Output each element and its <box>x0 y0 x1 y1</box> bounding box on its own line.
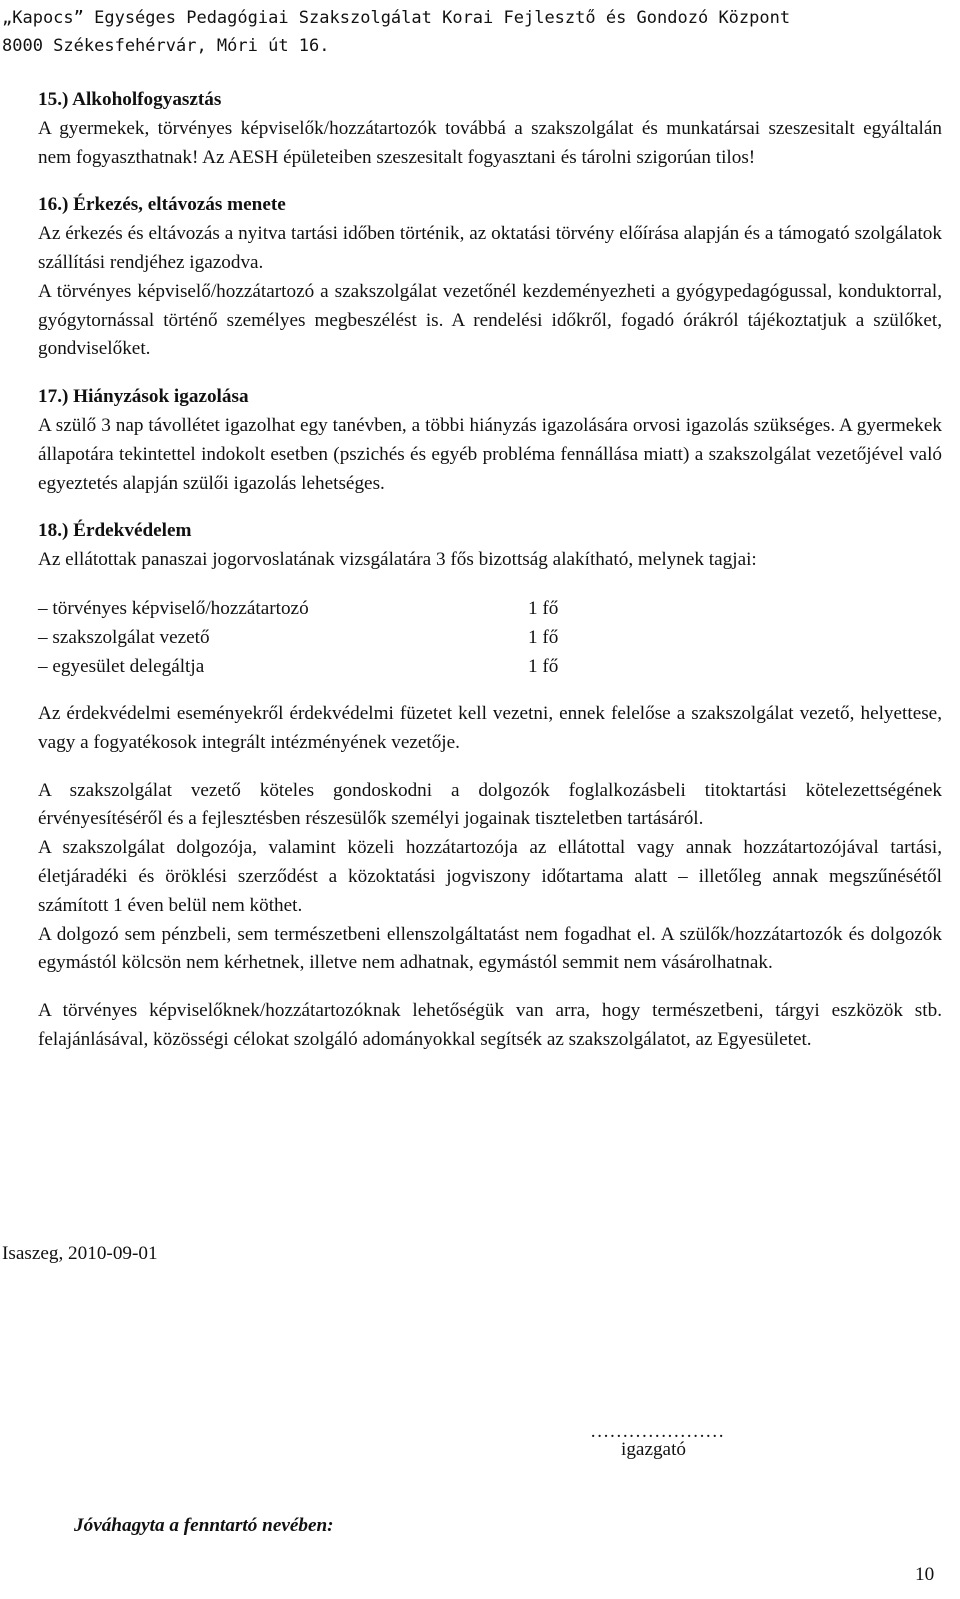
list-item <box>38 623 942 652</box>
section-16-paragraph-1: Az érkezés és eltávozás a nyitva tartási időben történik, az oktatási törvény előírása alapján és a támogató szolgálatok szállítási rendjéhez igazodva. <box>38 223 942 273</box>
member-role: – szakszolgálat vezető <box>38 626 210 648</box>
approval-label: Jóváhagyta a fenntartó nevében: <box>74 1515 334 1536</box>
section-17-paragraph: A szülő 3 nap távollétet igazolhat egy tanévben, a többi hiányzás igazolására orvosi igazolás szükséges. A gyermekek állapotára tekintettel indokolt esetben (pszichés és egyéb probléma fennállása miatt) a szakszolgálat vezetőjével való egyeztetés alapján szülői igazolás lehetséges. <box>38 414 942 494</box>
section-18-title <box>38 517 942 546</box>
section-18-intro: Az ellátottak panaszai jogorvoslatának vizsgálatára 3 fős bizottság alakítható, melynek tagjai: <box>38 549 757 571</box>
member-count: 1 fő <box>528 655 559 677</box>
letterhead-address: 8000 Székesfehérvár, Móri út 16. <box>2 36 330 56</box>
page-number: 10 <box>915 1564 935 1585</box>
section-16-title: 16.) Érkezés, eltávozás menete <box>38 194 286 216</box>
document-body <box>38 86 942 1055</box>
list-item <box>38 594 942 623</box>
section-18-duty-paragraph: A szakszolgálat vezető köteles gondoskodni a dolgozók foglalkozásbeli titoktartási kötelezettségének érvényesítéséről és a fejlesztésben részesülők személyi jogainak tiszteletben tartásáról. <box>38 779 942 830</box>
section-15-title: 15.) Alkoholfogyasztás <box>38 89 222 110</box>
section-18-donation-paragraph: A törvényes képviselőknek/hozzátartozóknak lehetőségük van arra, hogy természetbeni, tárgyi eszközök stb. felajánlásával, közösségi célokat szolgáló adományokkal segítsék az szakszolgálatot, az Egyesületet. <box>38 1000 942 1050</box>
member-role: – törvényes képviselő/hozzátartozó <box>38 597 309 619</box>
member-count: 1 fő <box>528 626 559 648</box>
section-17-title <box>38 383 942 412</box>
section-18-contract-paragraph: A szakszolgálat dolgozója, valamint közeli hozzátartozója az ellátottal vagy annak hozzátartozójával tartási, életjáradéki és öröklési szerződést a közoktatási jogviszony időtartama alatt – illetőleg annak megszűnésétől számított 1 éven belül nem köthet. <box>38 837 942 916</box>
member-role: – egyesület delegáltja <box>38 655 205 677</box>
section-18-gifts-paragraph: A dolgozó sem pénzbeli, sem természetbeni ellenszolgáltatást nem fogadhat el. A szülők/hozzátartozók és dolgozók egymástól kölcsön nem kérhetnek, illetve nem adhatnak, egymástól semmit nem vásárolhatnak. <box>38 923 942 974</box>
letterhead <box>2 4 791 60</box>
member-count: 1 fő <box>528 597 559 619</box>
list-item <box>38 652 942 681</box>
committee-members-list <box>38 594 942 681</box>
signature-role: igazgató <box>621 1439 686 1460</box>
section-15-paragraph: A gyermekek, törvényes képviselők/hozzátartozók továbbá a szakszolgálat és munkatársai szeszesitalt egyáltalán nem fogyaszthatnak! Az AESH épületeiben szeszesitalt fogyasztani és tárolni szigorúan tilos! <box>38 117 942 168</box>
section-17-number: 17.) <box>38 386 69 408</box>
letterhead-institution: „Kapocs” Egységes Pedagógiai Szakszolgálat Korai Fejlesztő és Gondozó Központ <box>2 8 791 28</box>
signature-line: ………………… <box>590 1421 725 1442</box>
section-17-heading: Hiányzások igazolása <box>73 386 249 408</box>
section-18-heading: Érdekvédelem <box>73 520 192 542</box>
section-18-record-paragraph: Az érdekvédelmi eseményekről érdekvédelmi füzetet kell vezetni, ennek felelőse a szakszolgálat vezető, helyettese, vagy a fogyatékosok integrált intézményének vezetője. <box>38 702 942 753</box>
section-16-paragraph-2: A törvényes képviselő/hozzátartozó a szakszolgálat vezetőnél kezdeményezheti a gyógypedagógussal, konduktorral, gyógytornással történő személyes megbeszélést is. A rendelési időkről, fogadó órákról tájékoztatjuk a szülőket, gondviselőket. <box>38 280 942 360</box>
section-18-number: 18.) <box>38 520 69 542</box>
document-date: Isaszeg, 2010-09-01 <box>2 1243 158 1264</box>
